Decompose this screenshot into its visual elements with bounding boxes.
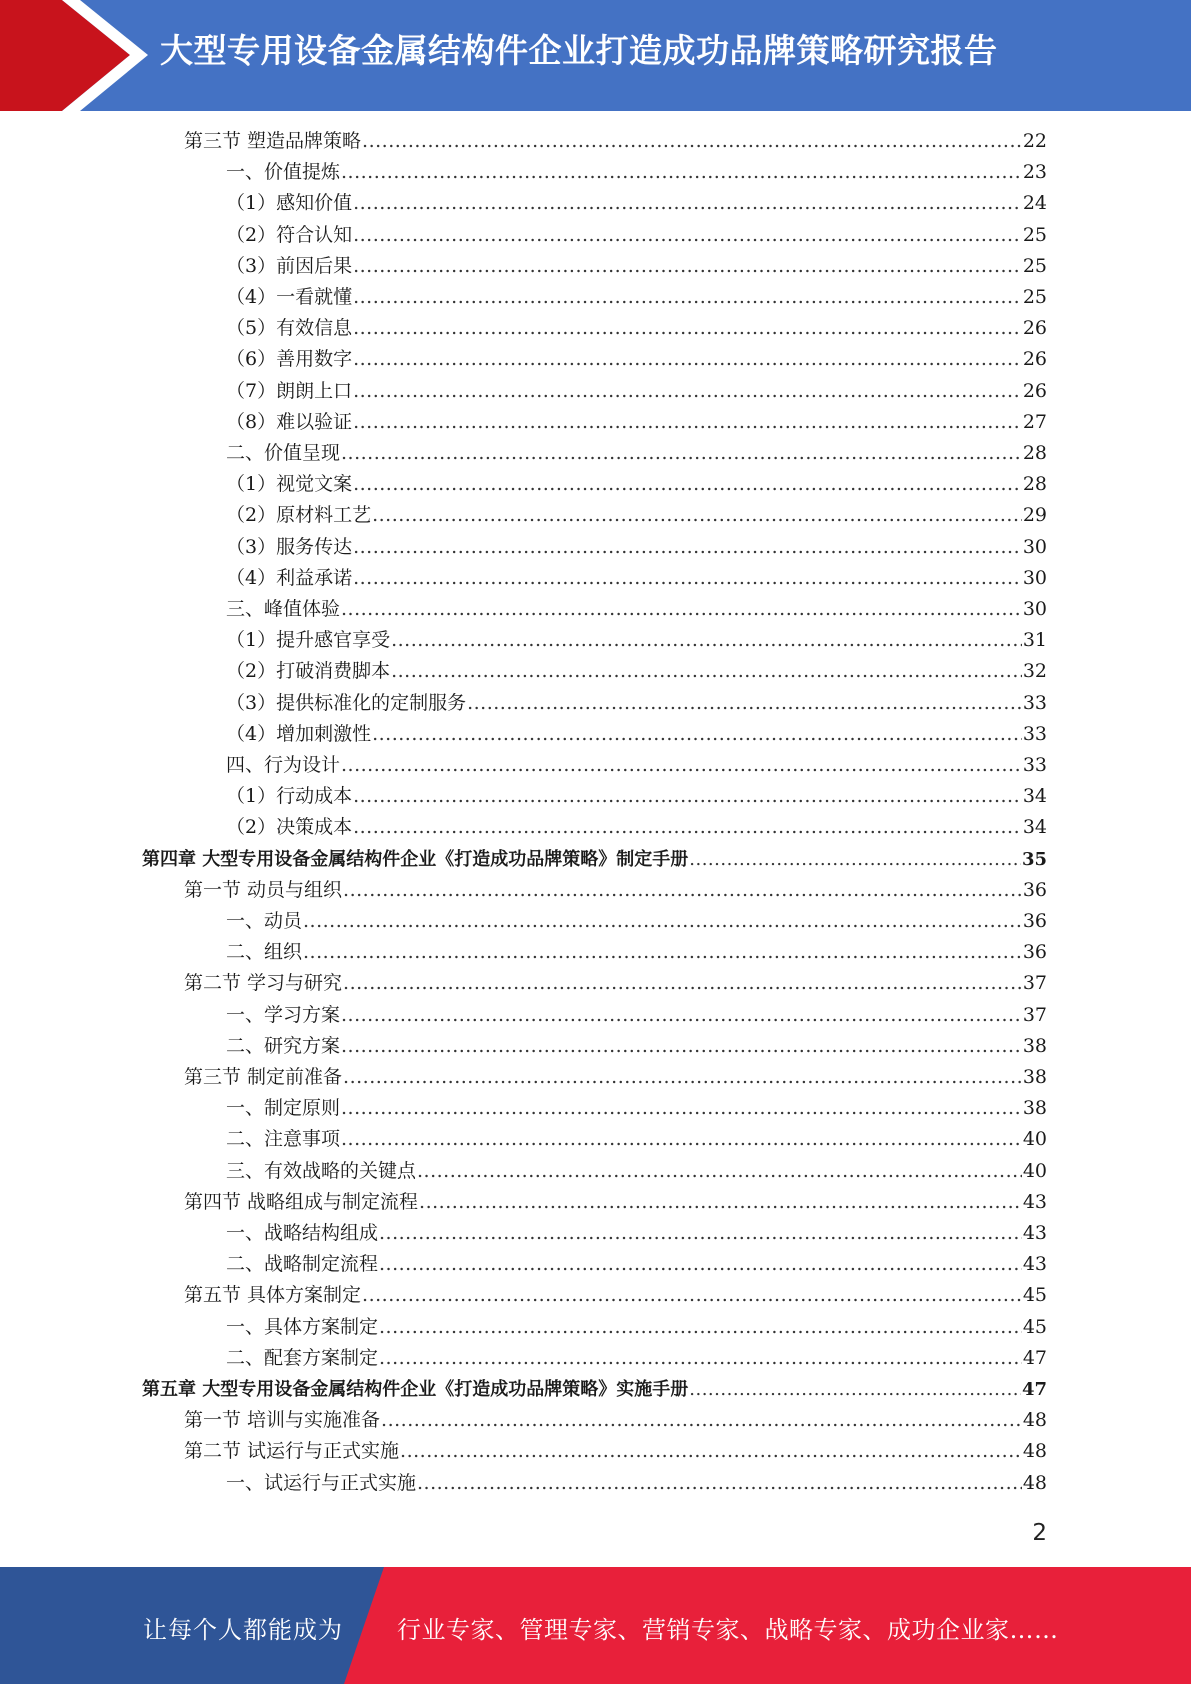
toc-entry[interactable] — [226, 282, 1047, 313]
toc-leader-dots — [379, 1312, 1022, 1343]
toc-entry-title: 一、制定原则 — [226, 1097, 341, 1120]
toc-entry-title: 二、研究方案 — [226, 1034, 341, 1057]
toc-leader-dots — [419, 1187, 1022, 1218]
toc-entry-page: 34 — [1022, 785, 1047, 808]
toc-entry[interactable] — [184, 1405, 1047, 1436]
toc-entry-title: 第二节 学习与研究 — [184, 972, 343, 995]
toc-leader-dots — [689, 1374, 1021, 1405]
toc-entry[interactable] — [142, 844, 1047, 875]
toc-leader-dots — [400, 1436, 1022, 1467]
toc-entry-title: （4）利益承诺 — [226, 566, 353, 589]
toc-entry-page: 33 — [1022, 722, 1047, 745]
toc-entry-title: 一、战略结构组成 — [226, 1222, 379, 1244]
toc-entry[interactable] — [184, 1187, 1047, 1218]
toc-leader-dots — [353, 313, 1022, 344]
toc-entry[interactable] — [226, 563, 1047, 594]
toc-leader-dots — [353, 532, 1022, 563]
toc-entry-title: （4）增加刺激性 — [226, 722, 372, 745]
toc-entry-page: 38 — [1022, 1066, 1047, 1088]
toc-entry-title: 二、组织 — [226, 941, 303, 964]
toc-entry-title: 第五节 具体方案制定 — [184, 1284, 362, 1307]
toc-entry-page: 37 — [1022, 972, 1047, 995]
toc-entry[interactable] — [184, 126, 1047, 157]
toc-entry-page: 48 — [1022, 1471, 1047, 1494]
toc-entry-page: 30 — [1022, 566, 1047, 589]
toc-leader-dots — [379, 1343, 1022, 1374]
toc-entry[interactable] — [226, 594, 1047, 625]
toc-entry-page: 26 — [1022, 317, 1047, 340]
toc-leader-dots — [343, 875, 1022, 906]
toc-leader-dots — [303, 906, 1022, 937]
toc-entry-title: （5）有效信息 — [226, 317, 353, 340]
toc-entry[interactable] — [226, 688, 1047, 719]
toc-entry-title: 第一节 动员与组织 — [184, 878, 343, 901]
toc-entry[interactable] — [226, 438, 1047, 469]
toc-entry-title: （3）前因后果 — [226, 254, 353, 277]
toc-leader-dots — [341, 1000, 1022, 1031]
toc-entry-page: 40 — [1022, 1159, 1047, 1182]
toc-entry-title: （1）行动成本 — [226, 785, 353, 808]
toc-entry[interactable] — [226, 625, 1047, 656]
toc-entry[interactable] — [226, 1218, 1047, 1249]
toc-entry-title: （6）善用数字 — [226, 348, 353, 371]
toc-entry[interactable] — [226, 313, 1047, 344]
toc-entry-page: 36 — [1022, 910, 1047, 932]
toc-entry-title: （8）难以验证 — [226, 410, 353, 433]
toc-entry-page: 45 — [1022, 1284, 1047, 1307]
toc-entry-page: 28 — [1022, 442, 1047, 464]
toc-leader-dots — [341, 1124, 1022, 1155]
footer-slogan-left: 让每个人都能成为 — [143, 1616, 343, 1644]
toc-entry-title: 第三节 塑造品牌策略 — [184, 130, 362, 152]
toc-entry-page: 26 — [1022, 379, 1047, 402]
toc-leader-dots — [362, 1280, 1022, 1311]
toc-entry-title: 第四节 战略组成与制定流程 — [184, 1190, 419, 1213]
page-number: 2 — [1032, 1520, 1047, 1546]
toc-entry-page: 23 — [1022, 161, 1047, 184]
toc-leader-dots — [353, 407, 1022, 438]
toc-entry[interactable] — [226, 532, 1047, 563]
toc-entry-title: 二、配套方案制定 — [226, 1346, 379, 1369]
toc-entry-title: （4）一看就懂 — [226, 286, 353, 308]
toc-entry-title: （2）决策成本 — [226, 816, 353, 839]
toc-entry-title: （3）服务传达 — [226, 535, 353, 558]
toc-entry-page: 24 — [1022, 192, 1047, 215]
toc-entry[interactable] — [226, 220, 1047, 251]
toc-leader-dots — [362, 126, 1022, 157]
footer-slogan-right: 行业专家、管理专家、营销专家、战略专家、成功企业家…… — [397, 1616, 1059, 1644]
toc-entry[interactable] — [184, 1062, 1047, 1093]
toc-entry[interactable] — [226, 1343, 1047, 1374]
toc-leader-dots — [341, 438, 1022, 469]
toc-entry-title: （2）原材料工艺 — [226, 504, 372, 527]
toc-entry-page: 35 — [1021, 848, 1047, 870]
toc-leader-dots — [341, 1031, 1022, 1062]
toc-leader-dots — [343, 1062, 1022, 1093]
toc-entry-page: 38 — [1022, 1034, 1047, 1057]
toc-entry[interactable] — [226, 188, 1047, 219]
toc-entry-page: 33 — [1022, 691, 1047, 714]
toc-entry[interactable] — [226, 469, 1047, 500]
toc-entry-title: 一、学习方案 — [226, 1003, 341, 1026]
toc-entry[interactable] — [226, 1249, 1047, 1280]
toc-leader-dots — [372, 719, 1022, 750]
toc-leader-dots — [341, 750, 1022, 781]
toc-entry-title: 第五章 大型专用设备金属结构件企业《打造成功品牌策略》实施手册 — [142, 1379, 689, 1400]
toc-entry[interactable] — [226, 344, 1047, 375]
toc-entry-page: 32 — [1022, 660, 1047, 683]
toc-entry-page: 27 — [1022, 410, 1047, 433]
toc-entry-page: 48 — [1022, 1440, 1047, 1463]
toc-entry-page: 45 — [1022, 1315, 1047, 1338]
toc-entry[interactable] — [226, 1000, 1047, 1031]
toc-leader-dots — [341, 157, 1022, 188]
toc-leader-dots — [353, 781, 1022, 812]
toc-leader-dots — [391, 656, 1022, 687]
toc-entry-title: 三、有效战略的关键点 — [226, 1159, 417, 1182]
toc-entry-page: 25 — [1022, 254, 1047, 277]
toc-entry-page: 37 — [1022, 1003, 1047, 1026]
toc-entry-page: 26 — [1022, 348, 1047, 371]
toc-entry[interactable] — [226, 157, 1047, 188]
footer-banner — [0, 1567, 1191, 1684]
toc-entry-page: 43 — [1022, 1253, 1047, 1276]
toc-leader-dots — [353, 220, 1022, 251]
toc-entry-page: 33 — [1022, 754, 1047, 776]
toc-entry-title: 四、行为设计 — [226, 754, 341, 776]
toc-leader-dots — [689, 844, 1021, 875]
toc-leader-dots — [303, 937, 1022, 968]
toc-entry-page: 30 — [1022, 598, 1047, 620]
toc-entry-title: （3）提供标准化的定制服务 — [226, 691, 467, 714]
toc-leader-dots — [417, 1468, 1022, 1499]
header-banner — [0, 0, 1191, 111]
toc-leader-dots — [343, 968, 1022, 999]
toc-leader-dots — [353, 188, 1022, 219]
toc-leader-dots — [353, 812, 1022, 843]
toc-entry-title: 第二节 试运行与正式实施 — [184, 1440, 400, 1463]
document-title: 大型专用设备金属结构件企业打造成功品牌策略研究报告 — [160, 31, 998, 70]
toc-entry[interactable] — [184, 1280, 1047, 1311]
toc-entry-title: （7）朗朗上口 — [226, 379, 353, 402]
toc-entry-title: 二、战略制定流程 — [226, 1253, 379, 1276]
toc-leader-dots — [353, 282, 1022, 313]
toc-entry-title: （1）感知价值 — [226, 192, 353, 215]
toc-entry[interactable] — [226, 251, 1047, 282]
toc-entry[interactable] — [226, 906, 1047, 937]
toc-leader-dots — [391, 625, 1022, 656]
toc-entry-page: 29 — [1022, 504, 1047, 527]
toc-leader-dots — [353, 469, 1022, 500]
toc-entry-title: 三、峰值体验 — [226, 598, 341, 620]
toc-entry-title: （1）视觉文案 — [226, 473, 353, 496]
toc-entry[interactable] — [226, 1312, 1047, 1343]
toc-leader-dots — [417, 1156, 1022, 1187]
toc-entry-page: 28 — [1022, 473, 1047, 496]
toc-entry-page: 43 — [1022, 1222, 1047, 1244]
toc-leader-dots — [467, 688, 1022, 719]
toc-entry[interactable] — [226, 407, 1047, 438]
toc-entry-title: （2）打破消费脚本 — [226, 660, 391, 683]
toc-entry[interactable] — [226, 937, 1047, 968]
toc-leader-dots — [381, 1405, 1022, 1436]
toc-entry-title: 一、动员 — [226, 910, 303, 932]
toc-entry[interactable] — [226, 719, 1047, 750]
toc-entry-title: 二、价值呈现 — [226, 442, 341, 464]
toc-entry-page: 47 — [1021, 1379, 1047, 1400]
toc-entry[interactable] — [226, 1468, 1047, 1499]
toc-entry-title: 一、价值提炼 — [226, 161, 341, 184]
toc-leader-dots — [353, 344, 1022, 375]
toc-entry-page: 25 — [1022, 223, 1047, 246]
toc-entry-page: 48 — [1022, 1409, 1047, 1432]
toc-entry-page: 40 — [1022, 1128, 1047, 1151]
toc-entry[interactable] — [226, 1124, 1047, 1155]
toc-leader-dots — [341, 594, 1022, 625]
toc-entry[interactable] — [142, 1374, 1047, 1405]
toc-entry[interactable] — [226, 500, 1047, 531]
toc-entry[interactable] — [226, 750, 1047, 781]
toc-entry-page: 25 — [1022, 286, 1047, 308]
toc-entry-title: （1）提升感官享受 — [226, 629, 391, 652]
toc-entry[interactable] — [226, 1093, 1047, 1124]
toc-entry[interactable] — [226, 812, 1047, 843]
toc-entry-title: 第一节 培训与实施准备 — [184, 1409, 381, 1432]
toc-entry[interactable] — [226, 1156, 1047, 1187]
toc-leader-dots — [372, 500, 1022, 531]
toc-entry-page: 43 — [1022, 1190, 1047, 1213]
toc-leader-dots — [341, 1093, 1022, 1124]
toc-leader-dots — [379, 1249, 1022, 1280]
toc-entry[interactable] — [226, 656, 1047, 687]
toc-entry-title: 第三节 制定前准备 — [184, 1066, 343, 1088]
toc-entry-title: 第四章 大型专用设备金属结构件企业《打造成功品牌策略》制定手册 — [142, 848, 689, 870]
toc-entry-page: 34 — [1022, 816, 1047, 839]
toc-entry-page: 36 — [1022, 878, 1047, 901]
toc-entry[interactable] — [184, 968, 1047, 999]
toc-entry-page: 31 — [1022, 629, 1047, 652]
toc-leader-dots — [353, 251, 1022, 282]
toc-entry-page: 30 — [1022, 535, 1047, 558]
toc-leader-dots — [379, 1218, 1022, 1249]
toc-entry-page: 38 — [1022, 1097, 1047, 1120]
toc-entry[interactable] — [184, 875, 1047, 906]
toc-entry[interactable] — [226, 1031, 1047, 1062]
toc-entry-page: 47 — [1022, 1346, 1047, 1369]
toc-leader-dots — [353, 563, 1022, 594]
toc-entry-title: 一、试运行与正式实施 — [226, 1471, 417, 1494]
toc-entry[interactable] — [226, 376, 1047, 407]
toc-entry-title: 一、具体方案制定 — [226, 1315, 379, 1338]
toc-entry[interactable] — [184, 1436, 1047, 1467]
toc-entry-page: 36 — [1022, 941, 1047, 964]
toc-entry[interactable] — [226, 781, 1047, 812]
toc-entry-title: （2）符合认知 — [226, 223, 353, 246]
toc-entry-title: 二、注意事项 — [226, 1128, 341, 1151]
toc-leader-dots — [353, 376, 1022, 407]
toc-entry-page: 22 — [1022, 130, 1047, 152]
